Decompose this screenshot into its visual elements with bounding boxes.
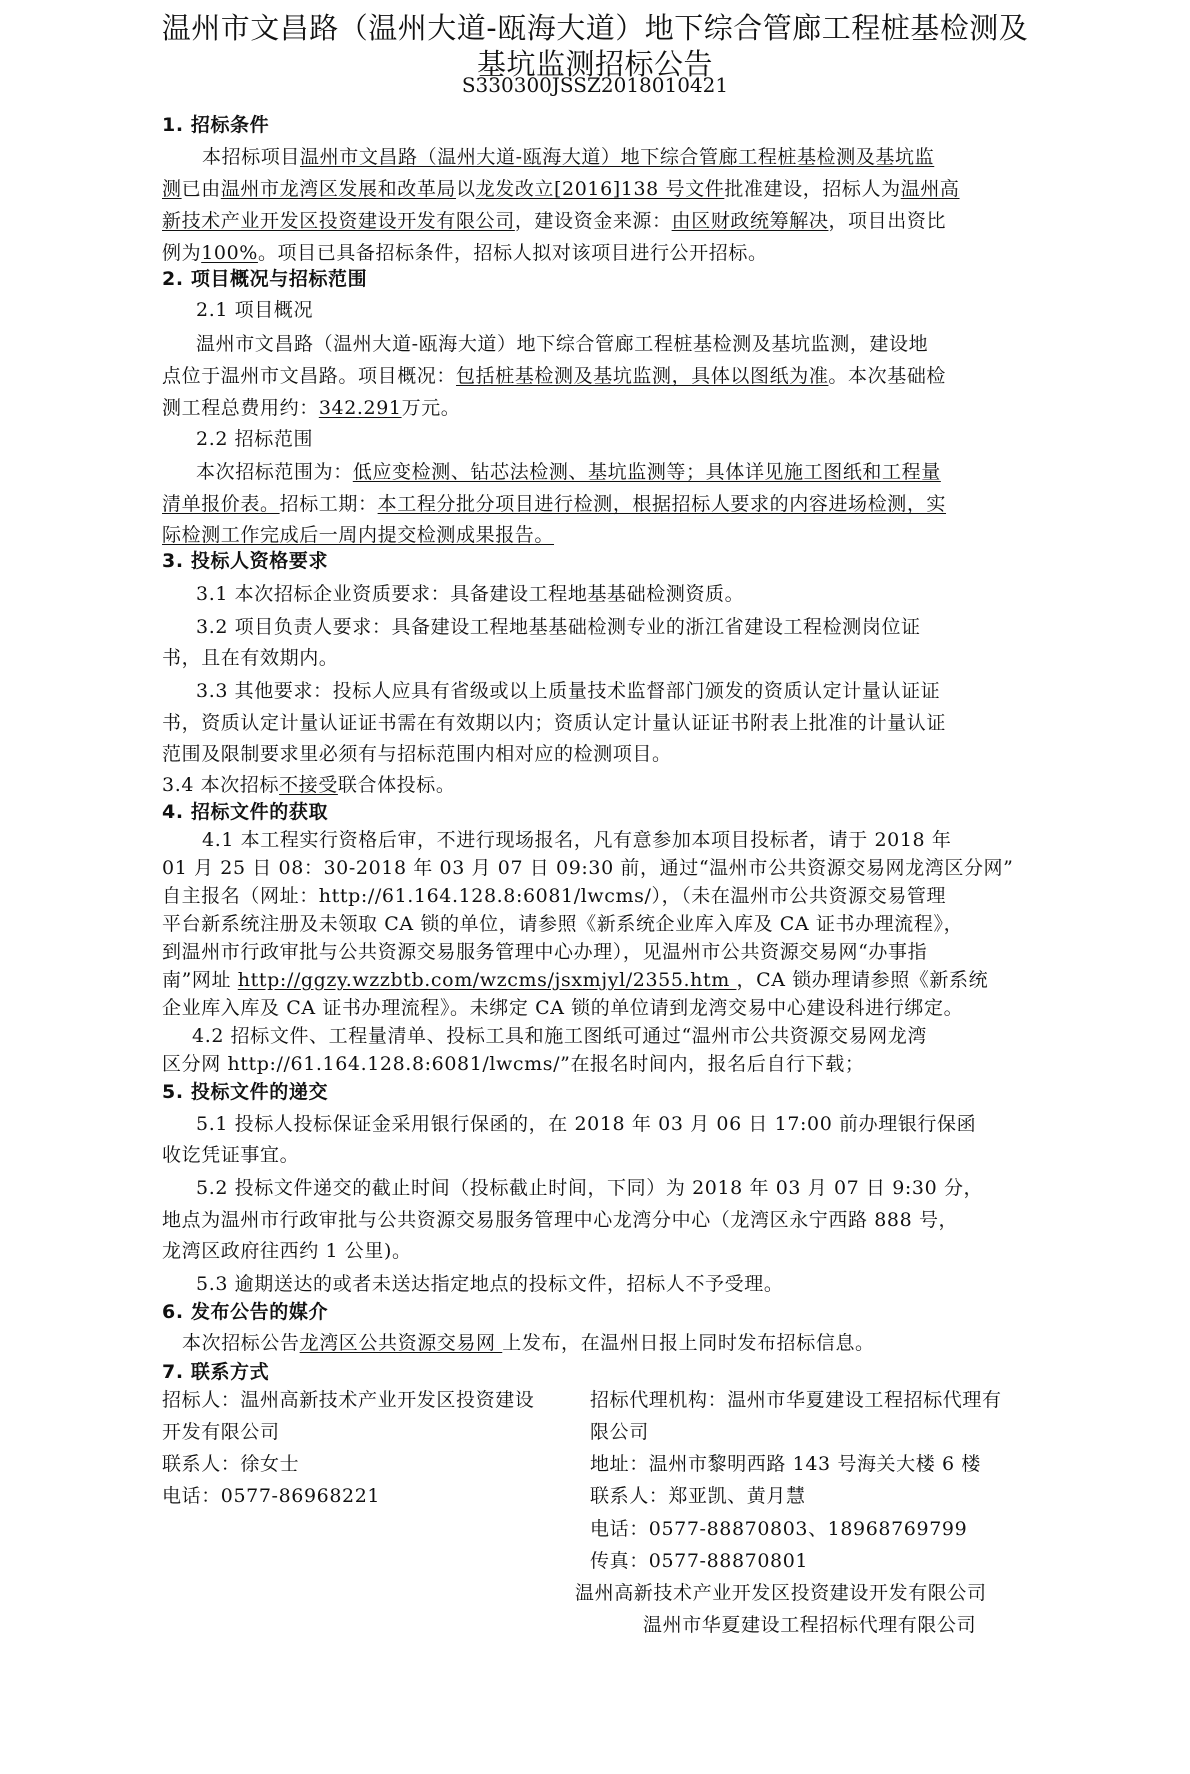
section-7-heading: 7. 联系方式 xyxy=(162,1361,270,1383)
document-title-line-2: 基坑监测招标公告 xyxy=(476,47,713,81)
section-2-line-6: 际检测工作完成后一周内提交检测成果报告。 xyxy=(162,524,555,546)
section-6-line-1: 本次招标公告龙湾区公共资源交易网 上发布，在温州日报上同时发布招标信息。 xyxy=(182,1332,875,1354)
agency-fax: 传真：0577-88870801 xyxy=(590,1550,809,1572)
section-1-heading: 1. 招标条件 xyxy=(162,114,270,136)
section-4-line-5: 到温州市行政审批与公共资源交易服务管理中心办理），见温州市公共资源交易网“办事指 xyxy=(162,941,928,963)
section-2-line-4: 本次招标范围为：低应变检测、钻芯法检测、基坑监测等；具体详见施工图纸和工程量 xyxy=(196,461,941,483)
section-5-line-6: 5.3 逾期送达的或者未送达指定地点的投标文件，招标人不予受理。 xyxy=(196,1273,784,1295)
signature-tenderer: 温州高新技术产业开发区投资建设开发有限公司 xyxy=(575,1582,987,1604)
section-3-line-7: 3.4 本次招标不接受联合体投标。 xyxy=(162,774,456,796)
section-4-heading: 4. 招标文件的获取 xyxy=(162,801,329,823)
agency-line-2: 限公司 xyxy=(590,1421,649,1443)
section-2-line-5: 清单报价表。招标工期：本工程分批分项目进行检测，根据招标人要求的内容进场检测，实 xyxy=(162,493,947,515)
section-4-line-9: 区分网 http://61.164.128.8:6081/lwcms/”在报名时间内，报名后自行下载； xyxy=(162,1053,865,1075)
section-3-line-5: 书，资质认定计量认证证书需在有效期以内；资质认定计量认证证书附表上批准的计量认证 xyxy=(162,712,947,734)
tenderer-line-2: 开发有限公司 xyxy=(162,1421,280,1443)
agency-contact: 联系人：郑亚凯、黄月慧 xyxy=(590,1485,806,1507)
section-4-line-7: 企业库入库及 CA 证书办理流程》。未绑定 CA 锁的单位请到龙湾交易中心建设科进行绑定。 xyxy=(162,997,964,1019)
section-5-line-1: 5.1 投标人投标保证金采用银行保函的，在 2018 年 03 月 06 日 17:00 前办理银行保函 xyxy=(196,1113,977,1135)
section-3-heading: 3. 投标人资格要求 xyxy=(162,550,329,572)
section-3-line-6: 范围及限制要求里必须有与招标范围内相对应的检测项目。 xyxy=(162,743,672,765)
section-1-line-4: 例为100%。项目已具备招标条件，招标人拟对该项目进行公开招标。 xyxy=(162,242,768,264)
section-5-line-5: 龙湾区政府往西约 1 公里)。 xyxy=(162,1240,412,1262)
section-3-line-1: 3.1 本次招标企业资质要求：具备建设工程地基基础检测资质。 xyxy=(196,583,745,605)
section-1-line-2: 测已由温州市龙湾区发展和改革局以龙发改立[2016]138 号文件批准建设，招标人为温州高 xyxy=(162,178,960,200)
agency-phone: 电话：0577-88870803、18968769799 xyxy=(590,1518,968,1540)
tenderer-contact: 联系人：徐女士 xyxy=(162,1453,300,1475)
tenderer-phone: 电话：0577-86968221 xyxy=(162,1485,381,1507)
section-4-line-3: 自主报名（网址：http://61.164.128.8:6081/lwcms/），（未在温州市公共资源交易管理 xyxy=(162,885,947,907)
section-4-line-4: 平台新系统注册及未领取 CA 锁的单位，请参照《新系统企业库入库及 CA 证书办理流程》， xyxy=(162,913,964,935)
section-6-heading: 6. 发布公告的媒介 xyxy=(162,1301,329,1323)
tenderer-line-1: 招标人：温州高新技术产业开发区投资建设 xyxy=(162,1389,535,1411)
section-2-line-3: 测工程总费用约：342.291万元。 xyxy=(162,397,461,419)
section-4-line-8: 4.2 招标文件、工程量清单、投标工具和施工图纸可通过“温州市公共资源交易网龙湾 xyxy=(192,1025,927,1047)
section-1-line-1: 本招标项目温州市文昌路（温州大道-瓯海大道）地下综合管廊工程桩基检测及基坑监 xyxy=(202,146,935,168)
section-5-line-3: 5.2 投标文件递交的截止时间（投标截止时间，下同）为 2018 年 03 月 07 日 9:30 分， xyxy=(196,1177,984,1199)
agency-line-1: 招标代理机构：温州市华夏建设工程招标代理有 xyxy=(590,1389,1002,1411)
section-2-line-1: 温州市文昌路（温州大道-瓯海大道）地下综合管廊工程桩基检测及基坑监测，建设地 xyxy=(196,333,929,355)
project-code: S330300JSSZ2018010421 xyxy=(461,73,729,97)
section-3-line-3: 书，且在有效期内。 xyxy=(162,647,339,669)
agency-address: 地址：温州市黎明西路 143 号海关大楼 6 楼 xyxy=(590,1453,981,1475)
subsection-2-1-heading: 2.1 项目概况 xyxy=(196,299,314,321)
section-2-line-2: 点位于温州市文昌路。项目概况：包括桩基检测及基坑监测，具体以图纸为准。本次基础检 xyxy=(162,365,947,387)
guide-link[interactable]: http://ggzy.wzzbtb.com/wzcms/jsxmjyl/2355.htm xyxy=(237,969,737,991)
section-4-line-6: 南”网址 http://ggzy.wzzbtb.com/wzcms/jsxmjyl/2355.htm ，CA 锁办理请参照《新系统 xyxy=(162,969,989,991)
section-5-heading: 5. 投标文件的递交 xyxy=(162,1081,329,1103)
section-5-line-2: 收讫凭证事宜。 xyxy=(162,1144,300,1166)
section-3-line-4: 3.3 其他要求：投标人应具有省级或以上质量技术监督部门颁发的资质认定计量认证证 xyxy=(196,680,941,702)
subsection-2-2-heading: 2.2 招标范围 xyxy=(196,428,314,450)
signature-agency: 温州市华夏建设工程招标代理有限公司 xyxy=(643,1614,977,1636)
section-2-heading: 2. 项目概况与招标范围 xyxy=(162,268,368,290)
section-3-line-2: 3.2 项目负责人要求：具备建设工程地基基础检测专业的浙江省建设工程检测岗位证 xyxy=(196,616,921,638)
section-1-line-3: 新技术产业开发区投资建设开发有限公司，建设资金来源：由区财政统筹解决，项目出资比 xyxy=(162,210,947,232)
document-title-line-1: 温州市文昌路（温州大道-瓯海大道）地下综合管廊工程桩基检测及 xyxy=(161,11,1029,45)
section-5-line-4: 地点为温州市行政审批与公共资源交易服务管理中心龙湾分中心（龙湾区永宁西路 888 号， xyxy=(162,1209,959,1231)
section-4-line-2: 01 月 25 日 08：30-2018 年 03 月 07 日 09:30 前，通过“温州市公共资源交易网龙湾区分网” xyxy=(162,857,1014,879)
section-4-line-1: 4.1 本工程实行资格后审，不进行现场报名，凡有意参加本项目投标者，请于 2018 年 xyxy=(202,829,952,851)
